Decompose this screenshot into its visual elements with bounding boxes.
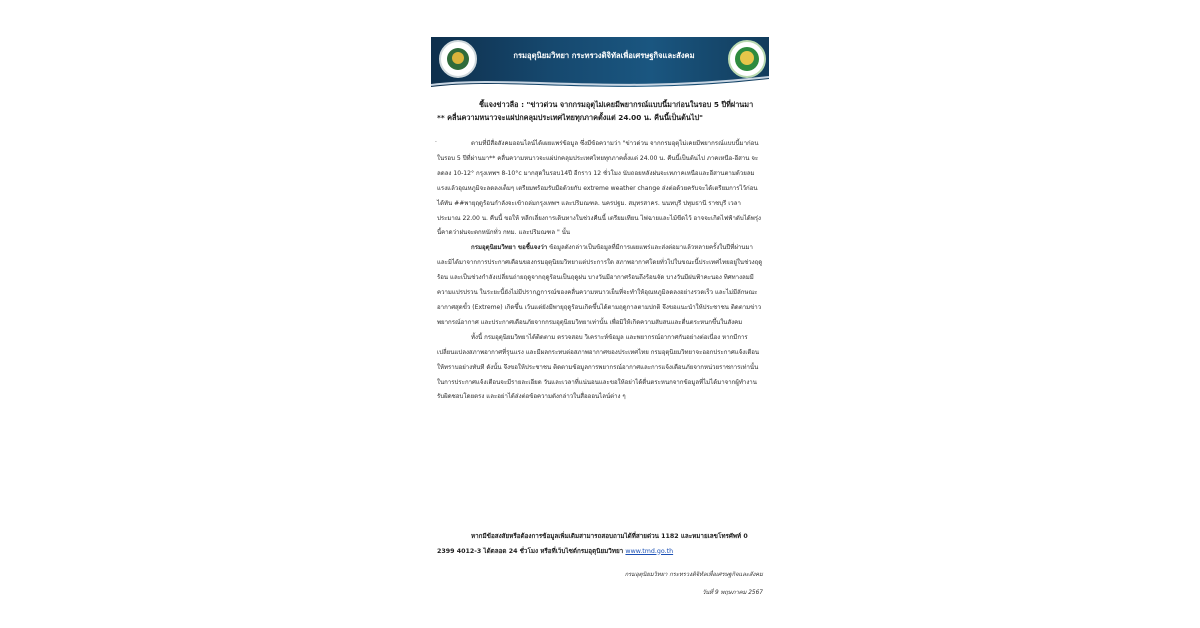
headline-text: "ข่าวด่วน จากกรมอุตุไม่เคยมีพยากรณ์แบบนี้มาก่อนในรอบ 5 ปีที่ผ่านมา ** คลื่นความหนาวจะแผ่ปกคลุมประเทศไทยทุกภาคตั้งแต่ 24.00 น. คืนนี้เป็นต้นไป" [437, 100, 754, 122]
signature-department: กรมอุตุนิยมวิทยา กระทรวงดิจิทัลเพื่อเศรษฐกิจและสังคม [624, 572, 763, 578]
clarification-text: ข้อมูลดังกล่าวเป็นข้อมูลที่มีการเผยแพร่และส่งต่อมาแล้วหลายครั้งในปีที่ผ่านมา และมิได้มาจากการประกาศเตือนของกรมอุตุนิยมวิทยาแต่ประการใด สภาพอากาศโดยทั่วไปในขณะนี้ประเทศไทยอยู่ในช่วงฤดูร้อน และเป็นช่วงกำลังเปลี่ยนถ่ายฤดูจากฤดูร้อนเป็นฤดูฝน บางวันมีอากาศร้อนถึงร้อนจัด บางวันมีฝนฟ้าคะนอง ทิศทางลมมีความแปรปรวน ในระยะนี้ยังไม่มีปรากฏการณ์ของคลื่นความหนาวเย็นที่จะทำให้อุณหภูมิลดลงอย่างรวดเร็ว และไม่มีลักษณะอากาศสุดขั้ว (Extreme) เกิดขึ้น เว้นแต่ยังมีพายุฤดูร้อนเกิดขึ้นได้ตามฤดูกาลตามปกติ จึงขอแนะนำให้ประชาชน ติดตามข่าวพยากรณ์อากาศ และประกาศเตือนภัยจากกรมอุตุนิยมวิทยาเท่านั้น เพื่อมิให้เกิดความสับสนและตื่นตระหนกขึ้นในสังคม [437, 244, 763, 326]
paragraph-followup: ทั้งนี้ กรมอุตุนิยมวิทยาได้ติดตาม ตรวจสอบ วิเคราะห์ข้อมูล และพยากรณ์อากาศกันอย่างต่อเนื่อง หากมีการเปลี่ยนแปลงสภาพอากาศที่รุนแรง และมีผลกระทบต่อสภาพอากาศของประเทศไทย กรมอุตุนิยมวิทยาจะออกประกาศแจ้งเตือนให้ทราบอย่างทันที ดังนั้น จึงขอให้ประชาชน ติดตามข้อมูลการพยากรณ์อากาศและการแจ้งเตือนภัยจากหน่วยราชการเท่านั้น ในการประกาศแจ้งเตือนจะมีรายละเอียด วันและเวลาที่แน่นอนและขอให้อย่าได้ตื่นตระหนกจากข้อมูลที่ไม่ได้มาจากผู้ทำงานรับผิดชอบโดยตรง และอย่าได้ส่งต่อข้อความดังกล่าวในสื่อออนไลน์ต่าง ๆ [437, 333, 760, 401]
header-banner [431, 37, 769, 87]
clarification-lead: กรมอุตุนิยมวิทยา ขอชี้แจงว่า [471, 244, 548, 252]
press-release-document [431, 37, 769, 608]
ministry-emblem-icon [728, 40, 766, 78]
tmd-emblem-icon [439, 40, 477, 78]
website-link[interactable]: www.tmd.go.th [625, 547, 674, 555]
paragraph-clarification [437, 241, 764, 330]
banner-swoosh-decoration [431, 75, 769, 87]
contact-text: หากมีข้อสงสัยหรือต้องการข้อมูลเพิ่มเติมสามารถสอบถามได้ที่สายด่วน 1182 และหมายเลขโทรศัพท์ 0 2399 4012-3 ได้ตลอด 24 ชั่วโมง หรือที่เว็บไซต์กรมอุตุนิยมวิทยา [437, 533, 748, 555]
paragraph-rumor: ตามที่มีสื่อสังคมออนไลน์ได้เผยแพร่ข้อมูล ซึ่งมีข้อความว่า "ข่าวด่วน จากกรมอุตุไม่เคยมีพยากรณ์แบบนี้มาก่อนในรอบ 5 ปีที่ผ่านมา** คลื่นความหนาวจะแผ่ปกคลุมประเทศไทยทุกภาคตั้งแต่ 24.00 น. คืนนี้เป็นต้นไป ภาคเหนือ-อีสาน จะลดลง 10-12° กรุงเทพฯ 8-10°c มากสุดในรอบ14ปี อีกราว 12 ชั่วโมง นับถอยหลังฝนจะเทภาคเหนือและอีสานตามด้วยลมแรงแล้วอุณหภูมิจะลดลงเต็มๆ เตรียมพร้อมรับมือด้วยกับ extreme weather change ส่งต่อด้วยครับจะได้เตรียมการไว้ก่อนได้ทัน ##พายุฤดูร้อนกำลังจะเข้าถล่มกรุงเทพฯ และปริมณฑล. นครปฐม. สมุทรสาคร. นนทบุรี ปทุมธานี ราชบุรี เวลาประมาณ 22.00 น. คืนนี้ ขอให้ หลีกเลี่ยงการเดินทางในช่วงคืนนี้ เตรียมเทียน ไฟฉายและไม้ขีดไว้ อาจจะเกิดไฟฟ้าดับได้พรุ่งนี้คาดว่าฝนจะตกหนักทั่ว กทม. และปริมณฑล " นั้น [437, 140, 762, 237]
body-text [437, 137, 764, 405]
bullet-dot: · [435, 139, 437, 146]
headline [437, 98, 763, 124]
banner-title: กรมอุตุนิยมวิทยา กระทรวงดิจิทัลเพื่อเศรษฐกิจและสังคม [513, 51, 695, 60]
signature-date: วันที่ 9 พฤษภาคม 2567 [702, 590, 763, 596]
headline-label: ชี้แจงข่าวลือ : [479, 100, 524, 109]
contact-info [437, 530, 764, 559]
